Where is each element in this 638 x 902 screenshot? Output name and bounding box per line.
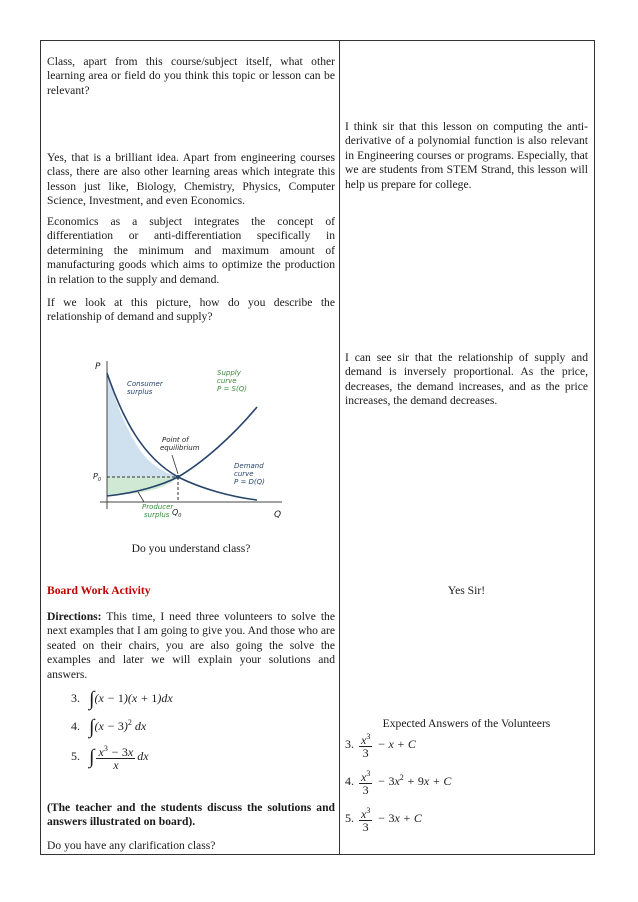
student-column (345, 41, 588, 854)
directions-text: This time, I need three volunteers to solve the next examples that I am going to give you. And those who are seated on their chairs, you are also going the solve the examples and later we will explain your solutions and answers. (47, 610, 335, 681)
producer-surplus-label-2: surplus (144, 511, 170, 519)
supply-demand-graph (92, 357, 292, 522)
column-divider (339, 41, 340, 854)
equilibrium-arrow (172, 455, 178, 474)
exercise-3: 3. ∫(x − 1)(x + 1)dx (71, 688, 173, 710)
answer-4: 4. $\frac{x^3}{3}$ − $3x^2 + 9x + C$ (345, 769, 452, 797)
teacher-note: (The teacher and the students discuss the solutions and answers illustrated on board). (47, 801, 335, 829)
question-relevance: Class, apart from this course/subject itself, what other learning area or field do you think this topic or lesson can be relevant? (47, 55, 335, 97)
exercise-5: 5. ∫ $\frac{x^3 - 3x}{x}$ dx (71, 744, 149, 772)
paragraph-economics: Economics as a subject integrates the concept of differentiation or anti-differentiation specifically in determining the minimum and maximum amount of manufacturing goods which aims to optimize the production in relation to the supply and demand. (47, 215, 335, 286)
demand-label-3: P = D(Q) (234, 478, 265, 486)
supply-label-3: P = S(Q) (217, 385, 247, 393)
question-picture: If we look at this picture, how do you describe the relationship of demand and supply? (47, 296, 335, 324)
answer-3: 3. $\frac{x^3}{3}$ − x + C (345, 732, 416, 760)
consumer-surplus-label-1: Consumer (127, 380, 163, 388)
board-work-heading: Board Work Activity (47, 584, 151, 597)
demand-label-2: curve (234, 470, 254, 478)
producer-arrow (138, 492, 144, 502)
p-axis-label: P (95, 362, 101, 372)
answer-yes-sir: Yes Sir! (447, 584, 486, 597)
answer-relationship: I can see sir that the relationship of supply and demand is inversely proportional. As the price, decreases, the demand increases, and as the price increases, the demand decreases. (345, 351, 588, 408)
p0-label: $P_0$ (93, 472, 102, 483)
supply-label-1: Supply (217, 369, 241, 377)
answer-5: 5. $\frac{x^3}{3}$ − 3x + C (345, 806, 422, 834)
directions-label: Directions: (47, 610, 102, 623)
producer-surplus-area (107, 477, 178, 496)
question-clarification: Do you have any clarification class? (47, 839, 216, 852)
equilibrium-point (176, 475, 180, 479)
equilibrium-label-1: Point of (162, 436, 189, 444)
exercise-4: 4. $\int(x - 3)^2$ dx (71, 716, 147, 738)
consumer-surplus-label-2: surplus (127, 388, 153, 396)
lesson-table (40, 40, 595, 855)
supply-label-2: curve (217, 377, 237, 385)
answer-college: I think sir that this lesson on computing the anti-derivative of a polynomial function is also relevant in Engineering courses or programs. Especially, that we are students from STEM Strand, this lesson will help us prepare for college. (345, 120, 588, 191)
q-axis-label: Q (274, 510, 282, 520)
expected-answers-title: Expected Answers of the Volunteers (382, 717, 551, 730)
equilibrium-label-2: equilibrium (160, 444, 200, 452)
demand-label-1: Demand (234, 462, 264, 470)
question-understand: Do you understand class? (131, 542, 251, 555)
q0-label: $Q_0$ (172, 508, 182, 519)
paragraph-brilliant-idea: Yes, that is a brilliant idea. Apart from engineering courses class, there are also other learning areas which integrate this lesson just like, Biology, Chemistry, Physics, Computer Science, Investment, and even Economics. (47, 151, 335, 208)
directions-paragraph (47, 610, 335, 682)
teacher-column (47, 41, 335, 854)
producer-surplus-label-1: Producer (142, 503, 174, 511)
